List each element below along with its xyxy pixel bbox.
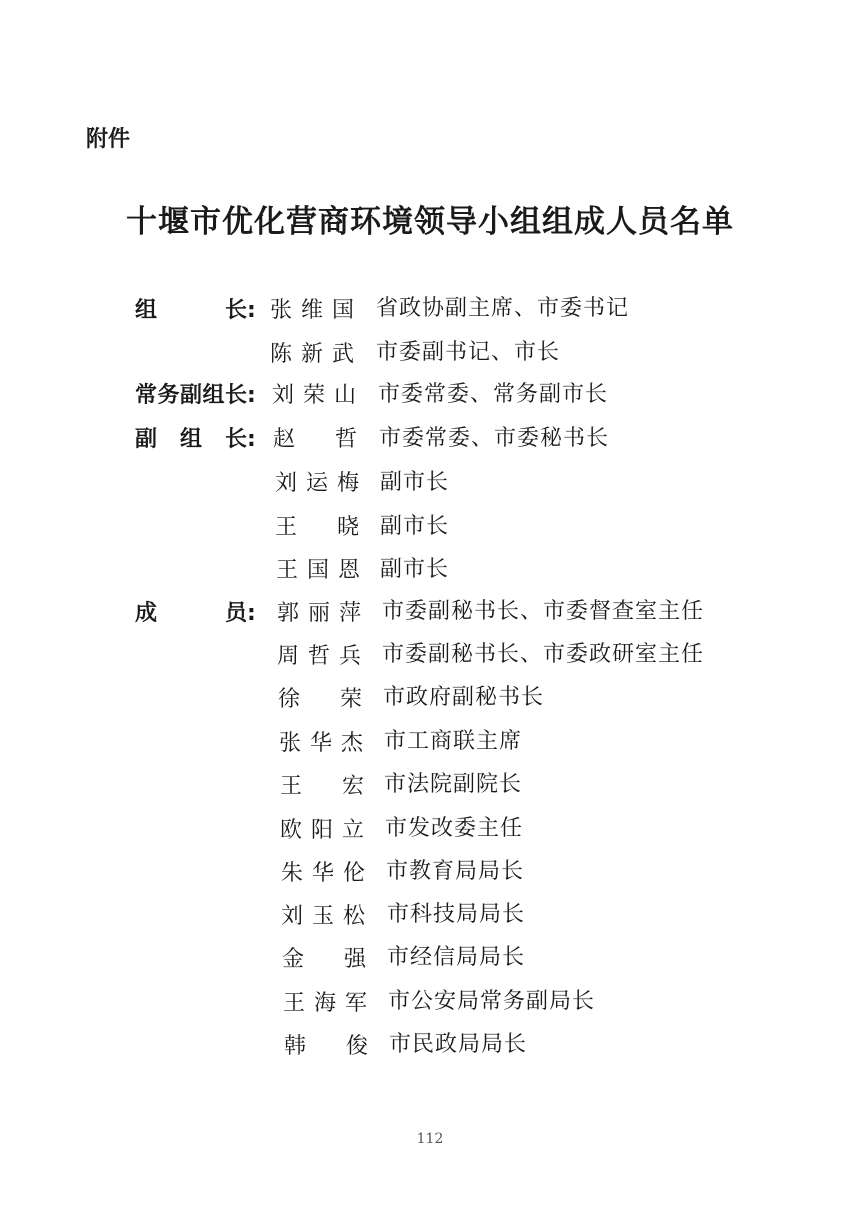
member-title: 市发改委主任 bbox=[385, 816, 524, 841]
member-title: 市教育局局长 bbox=[386, 859, 525, 884]
member-name: 刘荣山 bbox=[272, 383, 356, 408]
member-name: 王晓 bbox=[275, 515, 359, 540]
member-name: 金强 bbox=[282, 947, 366, 972]
member-title: 副市长 bbox=[380, 470, 450, 495]
role-label-executive-deputy-leader: 常务副组长: bbox=[135, 383, 256, 408]
role-label-members: 成员: bbox=[135, 601, 256, 626]
member-title: 市公安局常务副局长 bbox=[388, 989, 596, 1014]
member-name: 张华杰 bbox=[279, 731, 363, 756]
member-name: 刘玉松 bbox=[281, 904, 365, 929]
role-label-leader: 组长: bbox=[135, 298, 256, 323]
document-title: 十堰市优化营商环境领导小组组成人员名单 bbox=[126, 204, 734, 240]
member-title: 市政府副秘书长 bbox=[383, 685, 545, 710]
member-title: 副市长 bbox=[380, 557, 450, 582]
page-number: 112 bbox=[416, 1131, 444, 1147]
member-title: 市委常委、常务副市长 bbox=[378, 382, 609, 407]
member-name: 张维国 bbox=[270, 298, 354, 323]
member-name: 赵哲 bbox=[273, 427, 357, 452]
member-title: 副市长 bbox=[380, 514, 450, 539]
member-title: 市委副书记、市长 bbox=[376, 340, 561, 365]
member-name: 王海军 bbox=[283, 991, 367, 1016]
member-name: 陈新武 bbox=[270, 342, 354, 367]
member-name: 王国恩 bbox=[276, 558, 360, 583]
member-title: 市委常委、市委秘书长 bbox=[379, 426, 610, 451]
member-name: 朱华伦 bbox=[281, 861, 365, 886]
member-name: 刘运梅 bbox=[275, 471, 359, 496]
member-title: 市委副秘书长、市委政研室主任 bbox=[382, 642, 705, 667]
member-name: 王宏 bbox=[280, 774, 364, 799]
role-label-deputy-leader: 副组长: bbox=[135, 427, 256, 452]
member-title: 市委副秘书长、市委督查室主任 bbox=[382, 599, 705, 624]
member-title: 市经信局局长 bbox=[387, 945, 526, 970]
attachment-label: 附件 bbox=[86, 127, 131, 152]
member-title: 市科技局局长 bbox=[387, 902, 526, 927]
member-title: 市民政局局长 bbox=[389, 1032, 528, 1057]
member-name: 周哲兵 bbox=[277, 644, 361, 669]
member-title: 市法院副院长 bbox=[384, 772, 523, 797]
member-name: 韩俊 bbox=[284, 1034, 368, 1059]
member-title: 省政协副主席、市委书记 bbox=[376, 296, 630, 321]
member-name: 徐荣 bbox=[278, 687, 362, 712]
member-title: 市工商联主席 bbox=[384, 729, 523, 754]
member-name: 欧阳立 bbox=[280, 818, 364, 843]
member-name: 郭丽萍 bbox=[277, 601, 361, 626]
